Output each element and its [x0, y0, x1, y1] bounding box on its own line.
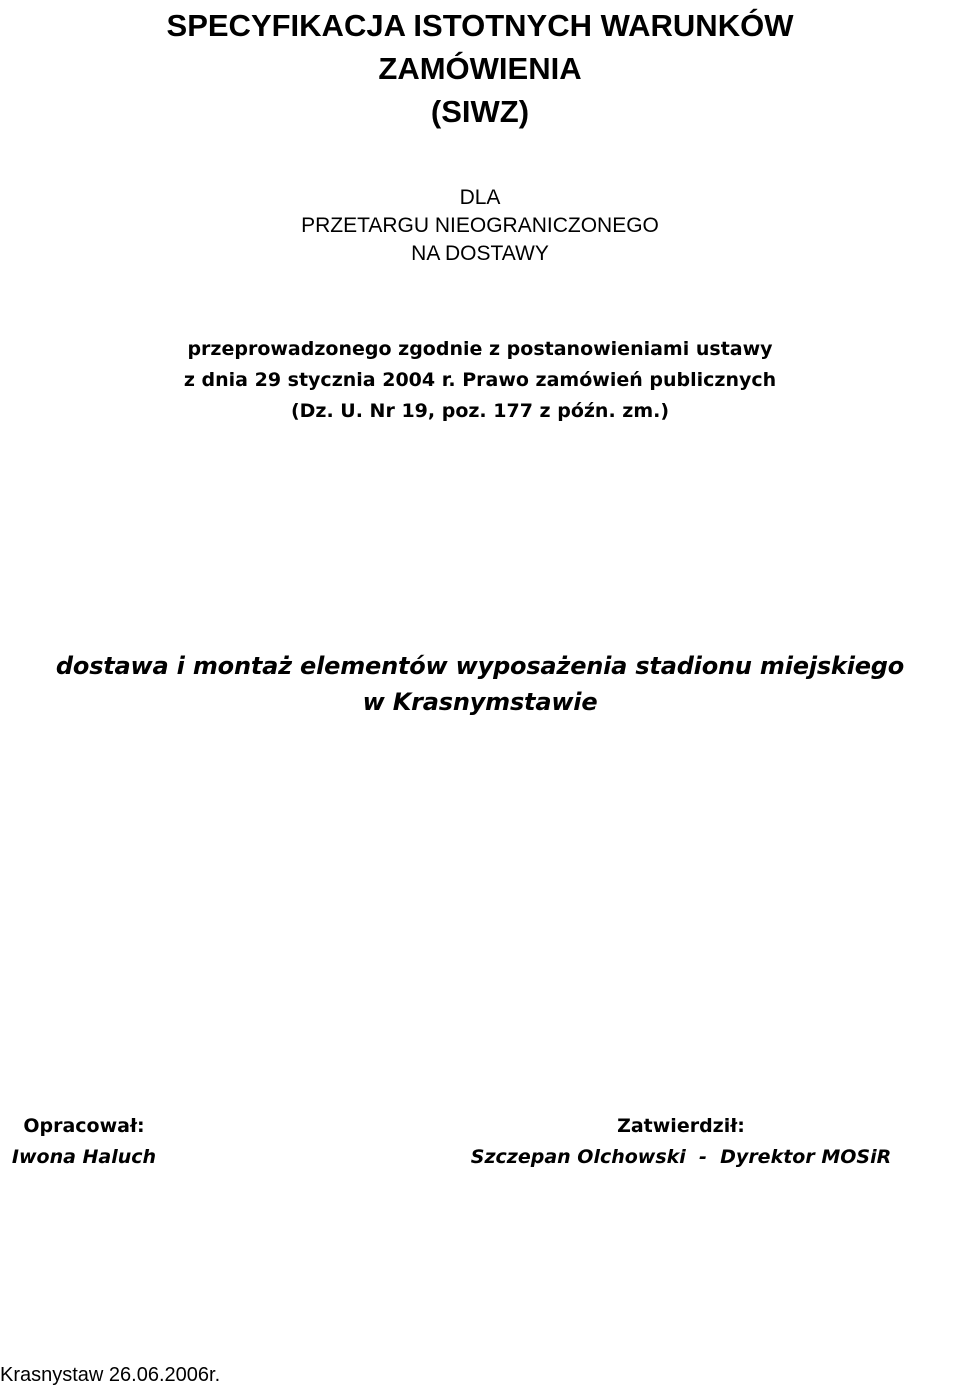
- approved-by-name: Szczepan Olchowski - Dyrektor MOSiR: [470, 1146, 892, 1168]
- title-line-1: SPECYFIKACJA ISTOTNYCH WARUNKÓW: [166, 8, 794, 43]
- subject-line-2: w Krasnymstawie: [362, 688, 598, 716]
- legal-basis: [0, 334, 960, 427]
- tender-line-3: NA DOSTAWY: [411, 242, 549, 265]
- place-and-date: Krasnystaw 26.06.2006r.: [0, 1364, 221, 1386]
- tender-type: [0, 184, 960, 268]
- title-line-3: (SIWZ): [430, 94, 530, 129]
- approved-by-signature: [446, 1111, 916, 1173]
- subject-line-1: dostawa i montaż elementów wyposażenia stadionu miejskiego: [55, 652, 905, 680]
- tender-line-1: DLA: [459, 186, 501, 209]
- prepared-by-signature: [0, 1111, 168, 1173]
- document-title: [0, 4, 960, 133]
- legal-line-1: przeprowadzonego zgodnie z postanowieniami ustawy: [187, 338, 773, 360]
- approved-by-role: Zatwierdził:: [617, 1115, 745, 1137]
- title-line-2: ZAMÓWIENIA: [378, 51, 582, 86]
- legal-line-2: z dnia 29 stycznia 2004 r. Prawo zamówień publicznych: [183, 369, 777, 391]
- procurement-subject: [0, 648, 960, 720]
- tender-line-2: PRZETARGU NIEOGRANICZONEGO: [301, 214, 659, 237]
- legal-line-3: (Dz. U. Nr 19, poz. 177 z późn. zm.): [290, 400, 670, 422]
- prepared-by-role: Opracował:: [23, 1115, 145, 1137]
- prepared-by-name: Iwona Haluch: [11, 1146, 157, 1168]
